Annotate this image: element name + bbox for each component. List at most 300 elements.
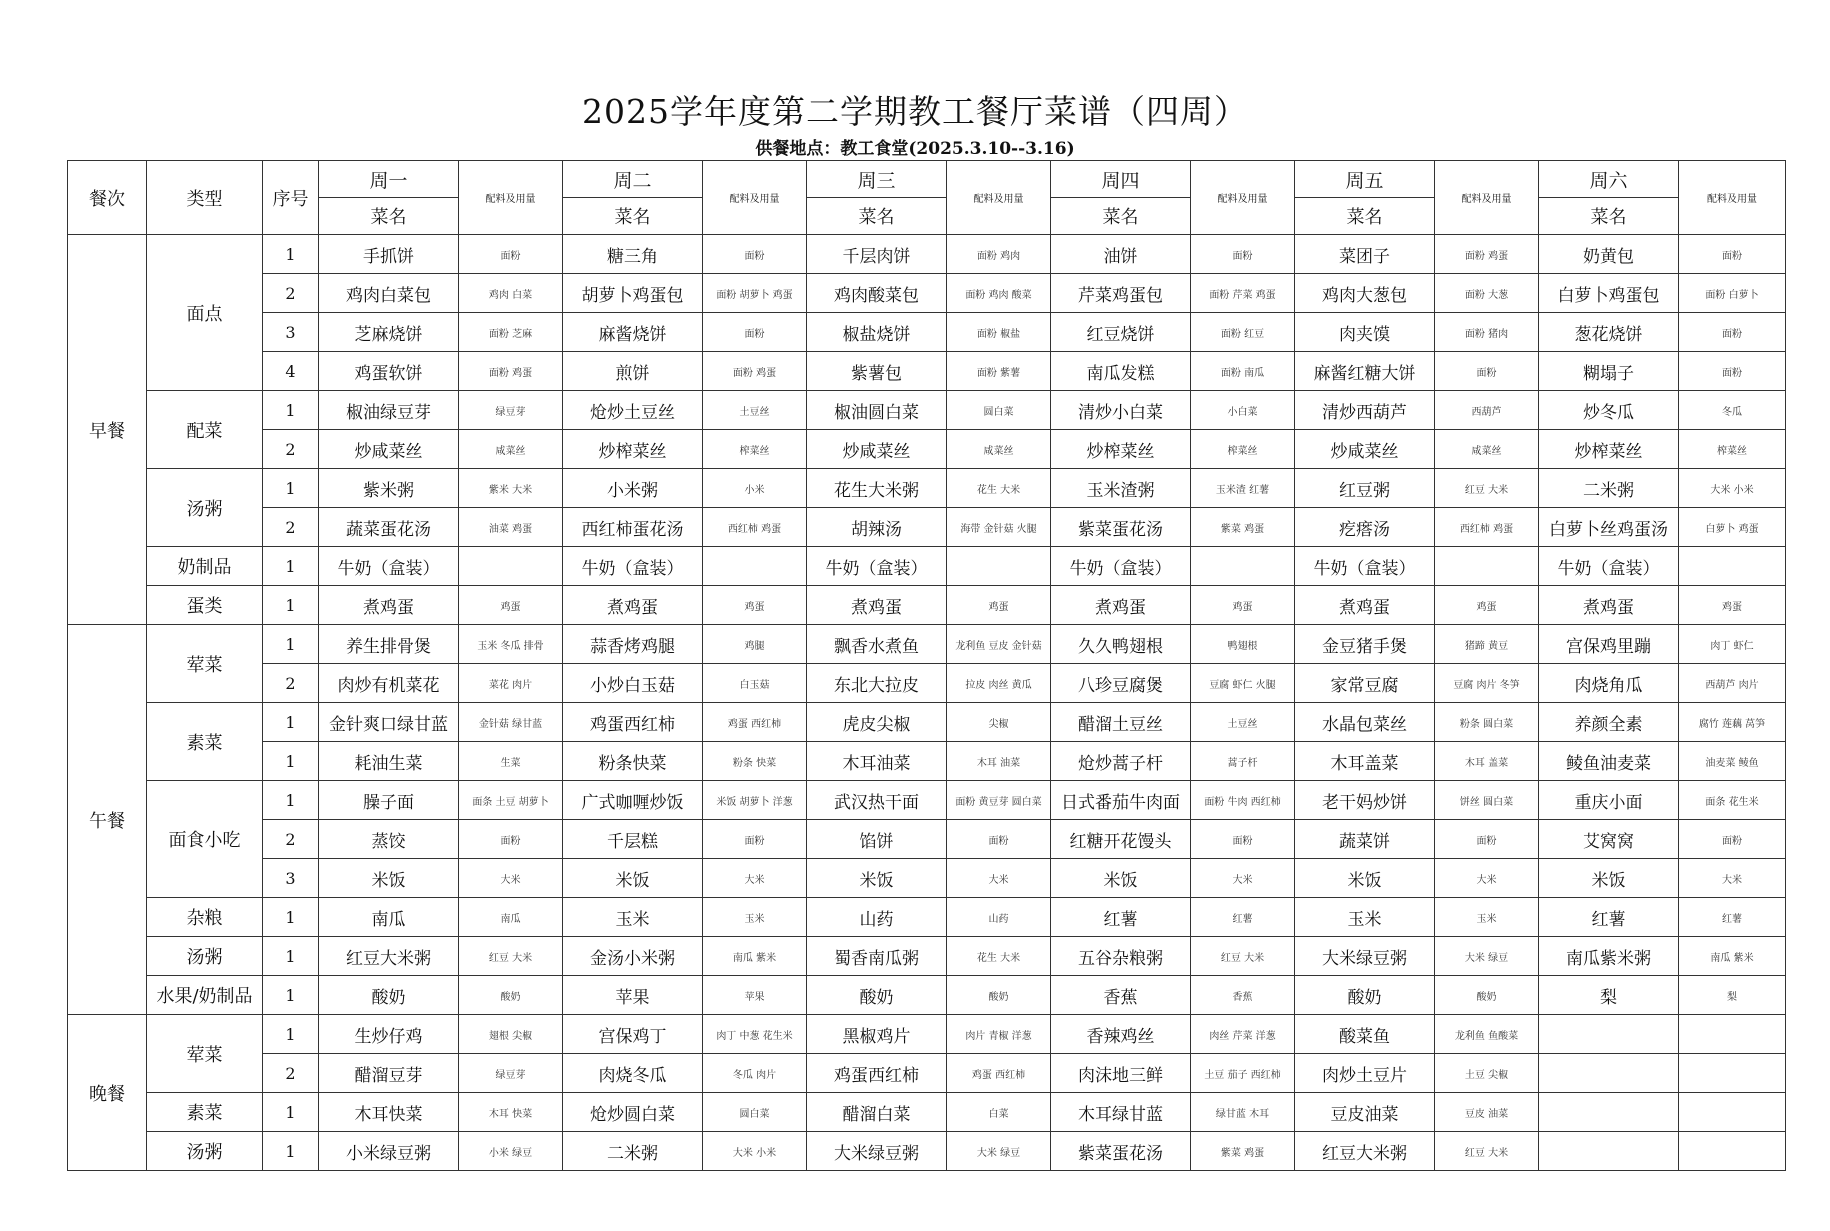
dish-name: 红糖开花馒头 xyxy=(1051,820,1191,859)
dish-name: 椒油圆白菜 xyxy=(807,391,947,430)
ingredients: 面粉 胡萝卜 鸡蛋 xyxy=(703,274,807,313)
dish-name: 山药 xyxy=(807,898,947,937)
row-number: 1 xyxy=(263,625,319,664)
dish-name: 醋溜土豆丝 xyxy=(1051,703,1191,742)
row-number: 1 xyxy=(263,937,319,976)
ingredients: 腐竹 莲藕 莴笋 xyxy=(1679,703,1786,742)
ingredients: 梨 xyxy=(1679,976,1786,1015)
ingredients: 生菜 xyxy=(459,742,563,781)
ingredients: 木耳 盖菜 xyxy=(1435,742,1539,781)
table-row xyxy=(68,1093,1786,1132)
dish-name: 煮鸡蛋 xyxy=(319,586,459,625)
ingredients: 南瓜 xyxy=(459,898,563,937)
dish-name: 酸奶 xyxy=(319,976,459,1015)
ingredients: 小米 绿豆 xyxy=(459,1132,563,1171)
header-ingredients: 配料及用量 xyxy=(459,161,563,235)
header-ingredients: 配料及用量 xyxy=(1191,161,1295,235)
row-number: 3 xyxy=(263,859,319,898)
ingredients: 冬瓜 xyxy=(1679,391,1786,430)
dish-name: 鸡蛋软饼 xyxy=(319,352,459,391)
dish-name: 飘香水煮鱼 xyxy=(807,625,947,664)
ingredients: 鸡腿 xyxy=(703,625,807,664)
header-day-wed: 周三 xyxy=(807,161,947,198)
dish-name: 鸡肉大葱包 xyxy=(1295,274,1435,313)
table-row xyxy=(68,1054,1786,1093)
dish-name: 紫菜蛋花汤 xyxy=(1051,1132,1191,1171)
dish-name: 黑椒鸡片 xyxy=(807,1015,947,1054)
header-day-sat: 周六 xyxy=(1539,161,1679,198)
table-row xyxy=(68,430,1786,469)
dish-name: 米饭 xyxy=(563,859,703,898)
dish-name: 奶黄包 xyxy=(1539,235,1679,274)
dish-name: 麻酱红糖大饼 xyxy=(1295,352,1435,391)
ingredients: 面粉 xyxy=(1435,352,1539,391)
ingredients: 白萝卜 鸡蛋 xyxy=(1679,508,1786,547)
ingredients: 面粉 白萝卜 xyxy=(1679,274,1786,313)
dish-name: 炒榨菜丝 xyxy=(1051,430,1191,469)
ingredients: 红豆 大米 xyxy=(1191,937,1295,976)
ingredients: 大米 绿豆 xyxy=(1435,937,1539,976)
ingredients: 面粉 xyxy=(1435,820,1539,859)
dish-name: 肉烧角瓜 xyxy=(1539,664,1679,703)
ingredients: 鸡蛋 西红柿 xyxy=(947,1054,1051,1093)
ingredients: 海带 金针菇 火腿 xyxy=(947,508,1051,547)
dish-name: 肉炒土豆片 xyxy=(1295,1054,1435,1093)
dish-name: 生炒仔鸡 xyxy=(319,1015,459,1054)
dish-name: 二米粥 xyxy=(1539,469,1679,508)
ingredients: 肉丝 芹菜 洋葱 xyxy=(1191,1015,1295,1054)
dish-name: 糊塌子 xyxy=(1539,352,1679,391)
row-number: 1 xyxy=(263,235,319,274)
dish-name: 玉米 xyxy=(563,898,703,937)
dish-name: 红薯 xyxy=(1051,898,1191,937)
dish-name: 米饭 xyxy=(807,859,947,898)
ingredients: 饼丝 圆白菜 xyxy=(1435,781,1539,820)
dish-name: 炒咸菜丝 xyxy=(807,430,947,469)
ingredients: 菜花 肉片 xyxy=(459,664,563,703)
dish-name: 酸菜鱼 xyxy=(1295,1015,1435,1054)
header-type: 类型 xyxy=(147,161,263,235)
dish-name: 鲮鱼油麦菜 xyxy=(1539,742,1679,781)
ingredients: 面粉 牛肉 西红柿 xyxy=(1191,781,1295,820)
dish-name xyxy=(1539,1054,1679,1093)
dish-name: 苹果 xyxy=(563,976,703,1015)
category-label: 面点 xyxy=(147,235,263,391)
row-number: 1 xyxy=(263,976,319,1015)
dish-name: 白萝卜鸡蛋包 xyxy=(1539,274,1679,313)
dish-name: 肉炒有机菜花 xyxy=(319,664,459,703)
ingredients: 龙利鱼 鱼酸菜 xyxy=(1435,1015,1539,1054)
table-row xyxy=(68,313,1786,352)
dish-name: 耗油生菜 xyxy=(319,742,459,781)
ingredients: 香蕉 xyxy=(1191,976,1295,1015)
dish-name: 宫保鸡里蹦 xyxy=(1539,625,1679,664)
dish-name: 煮鸡蛋 xyxy=(1539,586,1679,625)
dish-name: 鸡肉白菜包 xyxy=(319,274,459,313)
ingredients: 面粉 鸡肉 xyxy=(947,235,1051,274)
row-number: 1 xyxy=(263,586,319,625)
ingredients: 榨菜丝 xyxy=(1191,430,1295,469)
dish-name: 水晶包菜丝 xyxy=(1295,703,1435,742)
dish-name: 养生排骨煲 xyxy=(319,625,459,664)
dish-name: 木耳快菜 xyxy=(319,1093,459,1132)
dish-name: 小米绿豆粥 xyxy=(319,1132,459,1171)
category-label: 奶制品 xyxy=(147,547,263,586)
dish-name: 艾窝窝 xyxy=(1539,820,1679,859)
dish-name: 炒榨菜丝 xyxy=(563,430,703,469)
dish-name: 酸奶 xyxy=(807,976,947,1015)
dish-name: 花生大米粥 xyxy=(807,469,947,508)
ingredients: 鸡蛋 xyxy=(1191,586,1295,625)
row-number: 1 xyxy=(263,547,319,586)
ingredients: 面粉 xyxy=(947,820,1051,859)
dish-name: 芹菜鸡蛋包 xyxy=(1051,274,1191,313)
dish-name: 虎皮尖椒 xyxy=(807,703,947,742)
table-row xyxy=(68,586,1786,625)
ingredients: 面粉 xyxy=(459,820,563,859)
ingredients: 榨菜丝 xyxy=(1679,430,1786,469)
ingredients: 南瓜 紫米 xyxy=(703,937,807,976)
ingredients xyxy=(1679,1015,1786,1054)
ingredients: 西葫芦 xyxy=(1435,391,1539,430)
dish-name: 油饼 xyxy=(1051,235,1191,274)
dish-name: 红薯 xyxy=(1539,898,1679,937)
ingredients: 面粉 xyxy=(1191,235,1295,274)
ingredients: 红薯 xyxy=(1679,898,1786,937)
dish-name: 清炒西葫芦 xyxy=(1295,391,1435,430)
ingredients: 面粉 xyxy=(703,313,807,352)
header-dish-name: 菜名 xyxy=(319,198,459,235)
dish-name: 豆皮油菜 xyxy=(1295,1093,1435,1132)
dish-name: 南瓜 xyxy=(319,898,459,937)
ingredients: 龙利鱼 豆皮 金针菇 xyxy=(947,625,1051,664)
ingredients: 西葫芦 肉片 xyxy=(1679,664,1786,703)
ingredients: 大米 xyxy=(459,859,563,898)
ingredients: 翅根 尖椒 xyxy=(459,1015,563,1054)
table-row xyxy=(68,274,1786,313)
menu-table xyxy=(67,160,1786,1171)
ingredients: 面粉 南瓜 xyxy=(1191,352,1295,391)
table-row xyxy=(68,625,1786,664)
dish-name: 大米绿豆粥 xyxy=(807,1132,947,1171)
header-row-days xyxy=(68,161,1786,198)
ingredients: 蒿子杆 xyxy=(1191,742,1295,781)
header-ingredients: 配料及用量 xyxy=(1435,161,1539,235)
table-row xyxy=(68,937,1786,976)
dish-name: 椒油绿豆芽 xyxy=(319,391,459,430)
row-number: 1 xyxy=(263,742,319,781)
ingredients xyxy=(1679,547,1786,586)
dish-name: 蔬菜饼 xyxy=(1295,820,1435,859)
ingredients: 面粉 xyxy=(459,235,563,274)
ingredients: 油麦菜 鲮鱼 xyxy=(1679,742,1786,781)
ingredients: 小白菜 xyxy=(1191,391,1295,430)
table-row xyxy=(68,391,1786,430)
ingredients: 土豆 茄子 西红柿 xyxy=(1191,1054,1295,1093)
dish-name: 煮鸡蛋 xyxy=(563,586,703,625)
header-dish-name: 菜名 xyxy=(1539,198,1679,235)
dish-name: 久久鸭翅根 xyxy=(1051,625,1191,664)
ingredients: 玉米 冬瓜 排骨 xyxy=(459,625,563,664)
ingredients: 酸奶 xyxy=(1435,976,1539,1015)
ingredients: 鸡蛋 xyxy=(1679,586,1786,625)
ingredients: 豆腐 肉片 冬笋 xyxy=(1435,664,1539,703)
dish-name: 白萝卜丝鸡蛋汤 xyxy=(1539,508,1679,547)
dish-name: 肉烧冬瓜 xyxy=(563,1054,703,1093)
meal-label: 早餐 xyxy=(68,235,147,625)
dish-name: 酸奶 xyxy=(1295,976,1435,1015)
ingredients: 土豆丝 xyxy=(1191,703,1295,742)
ingredients: 鸭翅根 xyxy=(1191,625,1295,664)
dish-name: 家常豆腐 xyxy=(1295,664,1435,703)
ingredients: 大米 小米 xyxy=(703,1132,807,1171)
dish-name: 紫菜蛋花汤 xyxy=(1051,508,1191,547)
ingredients: 咸菜丝 xyxy=(459,430,563,469)
dish-name: 麻酱烧饼 xyxy=(563,313,703,352)
dish-name: 小炒白玉菇 xyxy=(563,664,703,703)
meal-label: 晚餐 xyxy=(68,1015,147,1171)
ingredients: 面粉 xyxy=(703,820,807,859)
ingredients: 红豆 大米 xyxy=(459,937,563,976)
dish-name: 米饭 xyxy=(319,859,459,898)
dish-name: 炒咸菜丝 xyxy=(319,430,459,469)
ingredients: 苹果 xyxy=(703,976,807,1015)
category-label: 汤粥 xyxy=(147,1132,263,1171)
ingredients: 面条 土豆 胡萝卜 xyxy=(459,781,563,820)
dish-name: 牛奶（盒装） xyxy=(319,547,459,586)
category-label: 汤粥 xyxy=(147,937,263,976)
ingredients xyxy=(1679,1054,1786,1093)
dish-name: 醋溜豆芽 xyxy=(319,1054,459,1093)
header-seq: 序号 xyxy=(263,161,319,235)
ingredients: 圆白菜 xyxy=(703,1093,807,1132)
ingredients: 玉米 xyxy=(1435,898,1539,937)
dish-name: 疙瘩汤 xyxy=(1295,508,1435,547)
category-label: 蛋类 xyxy=(147,586,263,625)
dish-name: 武汉热干面 xyxy=(807,781,947,820)
dish-name: 牛奶（盒装） xyxy=(807,547,947,586)
row-number: 2 xyxy=(263,1054,319,1093)
ingredients xyxy=(703,547,807,586)
row-number: 2 xyxy=(263,508,319,547)
ingredients: 大米 xyxy=(1191,859,1295,898)
dish-name: 炝炒土豆丝 xyxy=(563,391,703,430)
table-row xyxy=(68,1132,1786,1171)
category-label: 汤粥 xyxy=(147,469,263,547)
table-row xyxy=(68,820,1786,859)
ingredients: 猪蹄 黄豆 xyxy=(1435,625,1539,664)
header-meal: 餐次 xyxy=(68,161,147,235)
ingredients: 面粉 芹菜 鸡蛋 xyxy=(1191,274,1295,313)
table-row xyxy=(68,664,1786,703)
ingredients: 面粉 xyxy=(1679,820,1786,859)
dish-name: 蒜香烤鸡腿 xyxy=(563,625,703,664)
ingredients: 酸奶 xyxy=(947,976,1051,1015)
ingredients: 面粉 大葱 xyxy=(1435,274,1539,313)
ingredients xyxy=(1679,1093,1786,1132)
dish-name: 菜团子 xyxy=(1295,235,1435,274)
ingredients: 面粉 鸡蛋 xyxy=(703,352,807,391)
dish-name: 重庆小面 xyxy=(1539,781,1679,820)
ingredients: 豆腐 虾仁 火腿 xyxy=(1191,664,1295,703)
ingredients: 咸菜丝 xyxy=(947,430,1051,469)
header-day-mon: 周一 xyxy=(319,161,459,198)
ingredients: 紫米 大米 xyxy=(459,469,563,508)
dish-name: 肉沫地三鲜 xyxy=(1051,1054,1191,1093)
table-row xyxy=(68,352,1786,391)
dish-name: 炒榨菜丝 xyxy=(1539,430,1679,469)
table-row xyxy=(68,235,1786,274)
ingredients: 大米 xyxy=(1679,859,1786,898)
category-label: 杂粮 xyxy=(147,898,263,937)
dish-name: 煮鸡蛋 xyxy=(1295,586,1435,625)
dish-name: 金汤小米粥 xyxy=(563,937,703,976)
dish-name: 南瓜紫米粥 xyxy=(1539,937,1679,976)
dish-name: 千层肉饼 xyxy=(807,235,947,274)
dish-name: 煮鸡蛋 xyxy=(1051,586,1191,625)
ingredients: 紫菜 鸡蛋 xyxy=(1191,508,1295,547)
ingredients: 肉丁 中葱 花生米 xyxy=(703,1015,807,1054)
dish-name: 炒咸菜丝 xyxy=(1295,430,1435,469)
ingredients: 绿豆芽 xyxy=(459,391,563,430)
table-row xyxy=(68,976,1786,1015)
dish-name: 粉条快菜 xyxy=(563,742,703,781)
dish-name: 广式咖喱炒饭 xyxy=(563,781,703,820)
ingredients: 面粉 红豆 xyxy=(1191,313,1295,352)
dish-name: 紫薯包 xyxy=(807,352,947,391)
ingredients: 花生 大米 xyxy=(947,937,1051,976)
dish-name: 梨 xyxy=(1539,976,1679,1015)
row-number: 1 xyxy=(263,469,319,508)
ingredients: 面粉 黄豆芽 圆白菜 xyxy=(947,781,1051,820)
category-label: 配菜 xyxy=(147,391,263,469)
ingredients: 鸡肉 白菜 xyxy=(459,274,563,313)
dish-name: 养颜全素 xyxy=(1539,703,1679,742)
ingredients xyxy=(459,547,563,586)
ingredients xyxy=(1191,547,1295,586)
ingredients: 绿甘蓝 木耳 xyxy=(1191,1093,1295,1132)
dish-name: 鸡蛋西红柿 xyxy=(563,703,703,742)
row-number: 4 xyxy=(263,352,319,391)
row-number: 1 xyxy=(263,703,319,742)
dish-name: 牛奶（盒装） xyxy=(563,547,703,586)
dish-name xyxy=(1539,1015,1679,1054)
ingredients: 冬瓜 肉片 xyxy=(703,1054,807,1093)
ingredients: 面粉 鸡蛋 xyxy=(1435,235,1539,274)
dish-name: 米饭 xyxy=(1295,859,1435,898)
ingredients: 土豆 尖椒 xyxy=(1435,1054,1539,1093)
dish-name: 炝炒蒿子杆 xyxy=(1051,742,1191,781)
dish-name: 米饭 xyxy=(1539,859,1679,898)
dish-name: 炝炒圆白菜 xyxy=(563,1093,703,1132)
ingredients: 土豆丝 xyxy=(703,391,807,430)
dish-name: 木耳绿甘蓝 xyxy=(1051,1093,1191,1132)
ingredients: 红豆 大米 xyxy=(1435,1132,1539,1171)
ingredients: 木耳 快菜 xyxy=(459,1093,563,1132)
category-label: 荤菜 xyxy=(147,625,263,703)
ingredients: 紫菜 鸡蛋 xyxy=(1191,1132,1295,1171)
dish-name: 蜀香南瓜粥 xyxy=(807,937,947,976)
dish-name: 小米粥 xyxy=(563,469,703,508)
ingredients: 绿豆芽 xyxy=(459,1054,563,1093)
table-row xyxy=(68,742,1786,781)
ingredients: 鸡蛋 xyxy=(1435,586,1539,625)
dish-name: 红豆大米粥 xyxy=(319,937,459,976)
row-number: 2 xyxy=(263,820,319,859)
ingredients: 白玉菇 xyxy=(703,664,807,703)
row-number: 1 xyxy=(263,898,319,937)
dish-name xyxy=(1539,1093,1679,1132)
dish-name: 千层糕 xyxy=(563,820,703,859)
dish-name: 紫米粥 xyxy=(319,469,459,508)
header-dish-name: 菜名 xyxy=(807,198,947,235)
dish-name xyxy=(1539,1132,1679,1171)
ingredients: 咸菜丝 xyxy=(1435,430,1539,469)
ingredients: 南瓜 紫米 xyxy=(1679,937,1786,976)
header-ingredients: 配料及用量 xyxy=(947,161,1051,235)
dish-name: 八珍豆腐煲 xyxy=(1051,664,1191,703)
dish-name: 清炒小白菜 xyxy=(1051,391,1191,430)
row-number: 1 xyxy=(263,391,319,430)
ingredients: 面粉 鸡蛋 xyxy=(459,352,563,391)
ingredients: 大米 xyxy=(703,859,807,898)
table-row xyxy=(68,508,1786,547)
ingredients: 粉条 圆白菜 xyxy=(1435,703,1539,742)
header-ingredients: 配料及用量 xyxy=(703,161,807,235)
ingredients: 尖椒 xyxy=(947,703,1051,742)
dish-name: 牛奶（盒装） xyxy=(1051,547,1191,586)
row-number: 1 xyxy=(263,1132,319,1171)
dish-name: 老干妈炒饼 xyxy=(1295,781,1435,820)
dish-name: 金豆猪手煲 xyxy=(1295,625,1435,664)
dish-name: 鸡肉酸菜包 xyxy=(807,274,947,313)
ingredients xyxy=(1679,1132,1786,1171)
ingredients: 面条 花生米 xyxy=(1679,781,1786,820)
ingredients: 肉片 青椒 洋葱 xyxy=(947,1015,1051,1054)
ingredients: 红薯 xyxy=(1191,898,1295,937)
ingredients: 山药 xyxy=(947,898,1051,937)
ingredients: 西红柿 鸡蛋 xyxy=(703,508,807,547)
ingredients: 玉米 xyxy=(703,898,807,937)
ingredients: 圆白菜 xyxy=(947,391,1051,430)
dish-name: 日式番茄牛肉面 xyxy=(1051,781,1191,820)
ingredients: 玉米渣 红薯 xyxy=(1191,469,1295,508)
dish-name: 肉夹馍 xyxy=(1295,313,1435,352)
dish-name: 蔬菜蛋花汤 xyxy=(319,508,459,547)
row-number: 1 xyxy=(263,1093,319,1132)
ingredients: 金针菇 绿甘蓝 xyxy=(459,703,563,742)
dish-name: 牛奶（盒装） xyxy=(1539,547,1679,586)
dish-name: 臊子面 xyxy=(319,781,459,820)
dish-name: 香辣鸡丝 xyxy=(1051,1015,1191,1054)
category-label: 水果/奶制品 xyxy=(147,976,263,1015)
dish-name: 东北大拉皮 xyxy=(807,664,947,703)
dish-name: 手抓饼 xyxy=(319,235,459,274)
header-day-tue: 周二 xyxy=(563,161,703,198)
dish-name: 米饭 xyxy=(1051,859,1191,898)
ingredients: 白菜 xyxy=(947,1093,1051,1132)
dish-name: 芝麻烧饼 xyxy=(319,313,459,352)
ingredients: 拉皮 肉丝 黄瓜 xyxy=(947,664,1051,703)
ingredients: 大米 小米 xyxy=(1679,469,1786,508)
page-subtitle: 供餐地点：教工食堂(2025.3.10--3.16) xyxy=(755,139,1075,159)
dish-name: 金针爽口绿甘蓝 xyxy=(319,703,459,742)
ingredients: 鸡蛋 xyxy=(459,586,563,625)
dish-name: 西红柿蛋花汤 xyxy=(563,508,703,547)
dish-name: 红豆烧饼 xyxy=(1051,313,1191,352)
table-row xyxy=(68,859,1786,898)
dish-name: 煮鸡蛋 xyxy=(807,586,947,625)
